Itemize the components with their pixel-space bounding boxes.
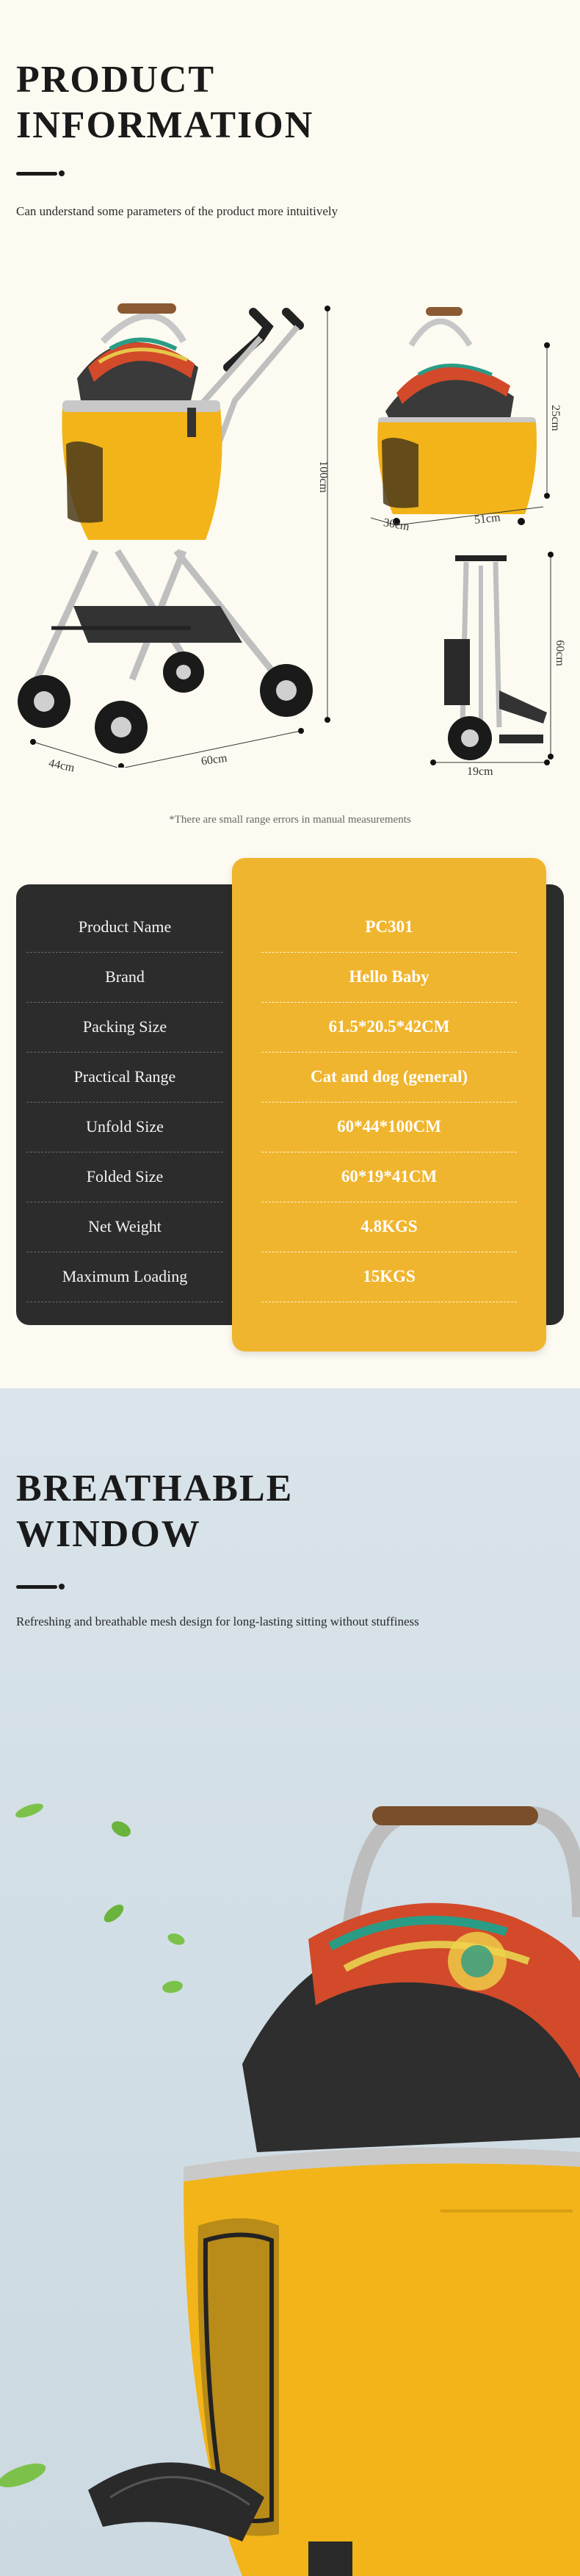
breathable-product-image bbox=[0, 1697, 580, 2576]
dim-folded-width: 19cm bbox=[467, 765, 493, 778]
spec-value-packing-size: 61.5*20.5*42CM bbox=[328, 1017, 450, 1036]
measurement-note: *There are small range errors in manual measurements bbox=[169, 814, 411, 826]
stroller-main-image bbox=[7, 297, 330, 768]
folded-stroller-image bbox=[426, 551, 558, 771]
spec-value-product-name: PC301 bbox=[365, 917, 413, 936]
title-underline-dot bbox=[59, 1584, 65, 1590]
dim-basket-length: 51cm bbox=[474, 511, 501, 527]
section-title bbox=[16, 1466, 293, 1557]
title-line-1: BREATHABLE bbox=[16, 1468, 294, 1509]
spec-value-net-weight: 4.8KGS bbox=[360, 1217, 418, 1235]
leaf-icon bbox=[162, 1980, 184, 1995]
spec-label-product-name: Product Name bbox=[78, 917, 172, 936]
leaf-icon bbox=[166, 1931, 186, 1947]
dim-height-main: 100cm bbox=[316, 461, 330, 493]
spec-value-folded-size: 60*19*41CM bbox=[341, 1167, 438, 1186]
spec-label-practical-range: Practical Range bbox=[73, 1067, 176, 1086]
section-subtitle: Refreshing and breathable mesh design for long-lasting sitting without stuffiness bbox=[16, 1614, 419, 1628]
dim-width-main: 60cm bbox=[200, 751, 228, 768]
basket-image bbox=[367, 301, 558, 536]
page-title bbox=[16, 57, 313, 148]
dim-depth-main: 44cm bbox=[47, 757, 76, 775]
dim-folded-height: 60cm bbox=[553, 640, 566, 666]
spec-label-brand: Brand bbox=[105, 967, 145, 986]
spec-label-folded-size: Folded Size bbox=[86, 1167, 164, 1186]
spec-label-unfold-size: Unfold Size bbox=[86, 1117, 164, 1136]
title-underline-dot bbox=[59, 170, 65, 176]
title-underline bbox=[16, 172, 57, 176]
spec-value-maximum-loading: 15KGS bbox=[363, 1267, 416, 1285]
leaf-icon bbox=[0, 2458, 48, 2492]
title-line-2: INFORMATION bbox=[16, 104, 314, 146]
title-line-2: WINDOW bbox=[16, 1513, 201, 1555]
title-underline bbox=[16, 1585, 57, 1589]
leaf-icon bbox=[101, 1902, 127, 1926]
dim-basket-width: 30cm bbox=[382, 516, 410, 533]
spec-label-packing-size: Packing Size bbox=[82, 1017, 167, 1036]
leaf-icon bbox=[109, 1818, 133, 1840]
leaf-icon bbox=[14, 1801, 45, 1821]
spec-label-net-weight: Net Weight bbox=[88, 1217, 162, 1235]
spec-value-unfold-size: 60*44*100CM bbox=[337, 1117, 441, 1136]
breathable-window-section bbox=[0, 1388, 580, 2576]
dim-basket-height: 25cm bbox=[548, 405, 562, 431]
title-line-1: PRODUCT bbox=[16, 59, 216, 101]
spec-label-maximum-loading: Maximum Loading bbox=[62, 1267, 188, 1285]
spec-value-brand: Hello Baby bbox=[349, 967, 429, 986]
section-subtitle: Can understand some parameters of the product more intuitively bbox=[16, 204, 338, 218]
spec-value-practical-range: Cat and dog (general) bbox=[310, 1067, 468, 1086]
